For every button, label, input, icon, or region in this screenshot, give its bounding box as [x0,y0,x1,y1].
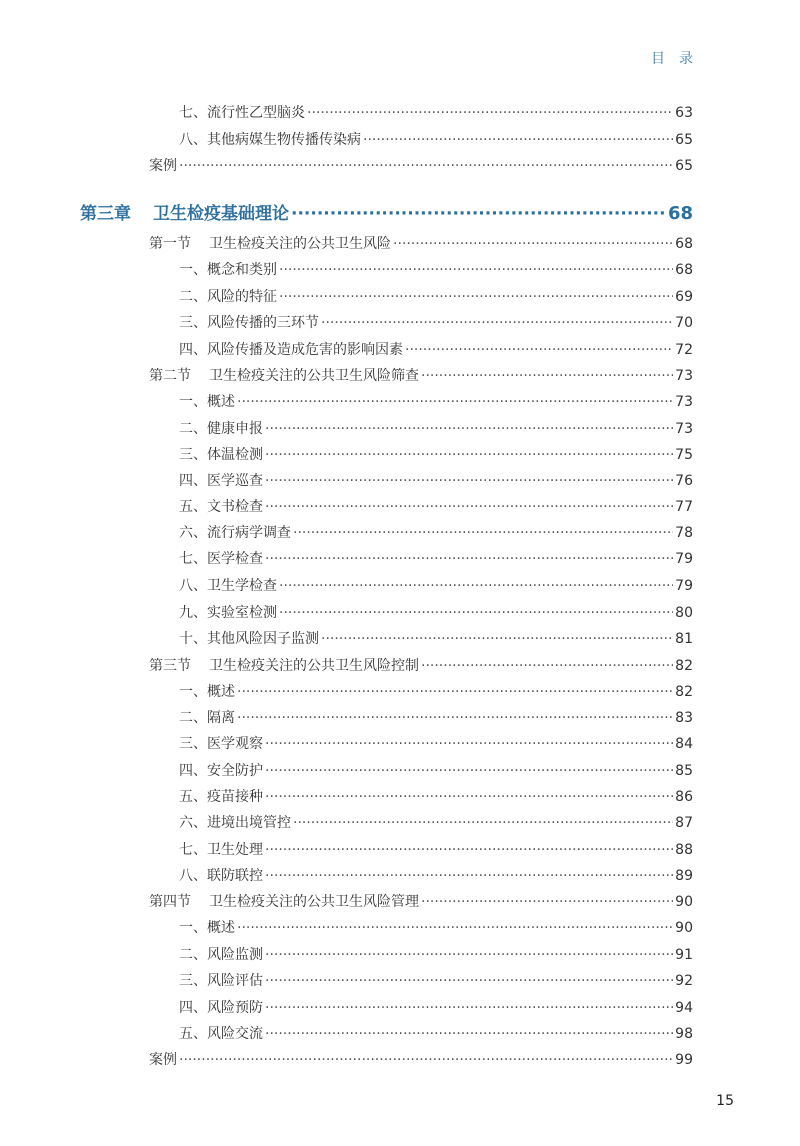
toc-title-text: 五、疫苗接种 [179,789,263,805]
toc-title-text: 三、风险评估 [179,973,263,989]
toc-number: 第三章 [80,204,131,224]
toc-title-text: 七、流行性乙型脑炎 [179,105,305,121]
toc-title-text: 八、其他病媒生物传播传染病 [179,132,361,148]
toc-page-number: 77 [675,499,693,515]
toc-title [179,576,277,596]
toc-item [179,708,693,728]
dot-leader [279,603,673,623]
toc-page-number: 79 [675,578,693,594]
toc-number: 第四节 [149,894,191,910]
toc-page-number: 78 [675,525,693,541]
toc-title-text: 二、健康申报 [179,421,263,437]
toc-title-text: 二、风险的特征 [179,289,277,305]
dot-leader [265,1024,673,1044]
toc-title-text: 六、流行病学调查 [179,525,291,541]
toc-page-number: 88 [675,842,693,858]
toc-title [179,682,235,702]
toc-title [179,392,235,412]
toc-page-number: 73 [675,368,693,384]
toc-case [149,156,693,176]
toc-item [179,392,693,412]
toc-title [179,445,263,465]
page-number: 15 [716,1093,734,1109]
toc-title [179,130,361,150]
toc-title-text: 三、体温检测 [179,447,263,463]
toc-title [179,471,263,491]
toc-item [179,682,693,702]
toc-chapter [80,204,693,224]
dot-leader [279,260,673,280]
toc-title [179,103,305,123]
toc-title [149,366,419,386]
toc-item [179,787,693,807]
toc-title-text: 八、卫生学检查 [179,578,277,594]
dot-leader [265,419,673,439]
toc-page-number: 90 [675,894,693,910]
toc-item [179,761,693,781]
toc-item [179,603,693,623]
toc-item [179,866,693,886]
toc-title-text: 一、概述 [179,920,235,936]
toc-item [179,840,693,860]
toc-page-number: 94 [675,1000,693,1016]
toc-title-text: 七、卫生处理 [179,842,263,858]
toc-page-number: 76 [675,473,693,489]
toc-page-number: 68 [667,203,693,224]
running-header: 目录 [651,51,707,67]
dot-leader [237,918,673,938]
toc-title [179,813,291,833]
dot-leader [265,840,673,860]
toc-title-text: 十、其他风险因子监测 [179,631,319,647]
toc-item [179,1024,693,1044]
dot-leader [265,734,673,754]
toc-item [179,918,693,938]
toc-item [179,523,693,543]
toc-item [179,734,693,754]
toc-case [149,1050,693,1070]
toc-title-text: 四、风险传播及造成危害的影响因素 [179,342,403,358]
toc-section [149,892,693,912]
toc-page-number: 81 [675,631,693,647]
toc-page-number: 65 [675,158,693,174]
toc-title [179,971,263,991]
dot-leader [291,204,666,224]
toc-title [149,156,177,176]
toc-title-text: 案例 [149,158,177,174]
toc-title-text: 卫生检疫基础理论 [153,204,289,224]
toc-page-number: 84 [675,736,693,752]
toc-title-text: 五、风险交流 [179,1026,263,1042]
dot-leader [421,366,673,386]
dot-leader [321,629,673,649]
dot-leader [265,945,673,965]
toc-item [179,576,693,596]
toc-page-number: 89 [675,868,693,884]
toc-section [149,656,693,676]
toc-title [149,656,419,676]
toc-title-text: 案例 [149,1052,177,1068]
toc-item [179,130,693,150]
toc-item [179,971,693,991]
dot-leader [237,708,673,728]
dot-leader [265,787,673,807]
toc-page-number: 70 [675,315,693,331]
toc-title-text: 二、风险监测 [179,947,263,963]
toc-title [179,708,235,728]
toc-title [179,945,263,965]
toc-item [179,260,693,280]
toc-page-number: 92 [675,973,693,989]
toc-number: 第三节 [149,658,191,674]
toc-item [179,340,693,360]
toc-page-number: 82 [675,658,693,674]
dot-leader [393,234,673,254]
toc-page-number: 79 [675,551,693,567]
dot-leader [421,656,673,676]
toc-page-number: 83 [675,710,693,726]
dot-leader [179,156,673,176]
toc-title [179,419,263,439]
toc-title [179,1024,263,1044]
toc-item [179,813,693,833]
toc-page-number: 68 [675,262,693,278]
dot-leader [279,287,673,307]
toc-title [179,549,263,569]
toc-title [80,204,289,224]
dot-leader [421,892,673,912]
toc-page-number: 85 [675,763,693,779]
dot-leader [237,682,673,702]
toc-item [179,103,693,123]
toc-item [179,998,693,1018]
toc-title-text: 四、医学巡查 [179,473,263,489]
toc-section [149,366,693,386]
toc-title-text: 七、医学检查 [179,551,263,567]
toc-item [179,445,693,465]
toc-title [179,260,277,280]
toc-title-text: 卫生检疫关注的公共卫生风险 [209,236,391,252]
toc-title-text: 三、医学观察 [179,736,263,752]
dot-leader [179,1050,673,1070]
toc-title-text: 一、概述 [179,684,235,700]
dot-leader [265,497,673,517]
toc-title [179,287,277,307]
toc-page-number: 98 [675,1026,693,1042]
toc-title-text: 卫生检疫关注的公共卫生风险管理 [209,894,419,910]
dot-leader [363,130,673,150]
toc-title [149,234,391,254]
toc-title [179,603,277,623]
toc-page-number: 73 [675,421,693,437]
dot-leader [293,813,673,833]
toc-title [149,1050,177,1070]
toc-title-text: 四、安全防护 [179,763,263,779]
toc-page-number: 65 [675,132,693,148]
dot-leader [265,761,673,781]
toc-title [179,840,263,860]
toc-page-number: 73 [675,394,693,410]
toc-item [179,945,693,965]
toc-item [179,287,693,307]
toc-page-number: 86 [675,789,693,805]
toc-title-text: 六、进境出境管控 [179,815,291,831]
toc-item [179,313,693,333]
toc-title-text: 九、实验室检测 [179,605,277,621]
toc-title-text: 一、概述 [179,394,235,410]
dot-leader [237,392,673,412]
toc-page-number: 82 [675,684,693,700]
toc-title [179,340,403,360]
dot-leader [265,971,673,991]
toc-title-text: 五、文书检查 [179,499,263,515]
toc-item [179,471,693,491]
toc-page-number: 90 [675,920,693,936]
dot-leader [321,313,673,333]
toc-title [179,313,319,333]
toc-section [149,234,693,254]
toc-item [179,629,693,649]
toc-title [179,497,263,517]
dot-leader [279,576,673,596]
toc-page-number: 99 [675,1052,693,1068]
toc-page-number: 63 [675,105,693,121]
dot-leader [265,445,673,465]
toc-page-number: 87 [675,815,693,831]
toc-page-number: 80 [675,605,693,621]
toc-title-text: 三、风险传播的三环节 [179,315,319,331]
toc-page-number: 75 [675,447,693,463]
toc-title [179,918,235,938]
dot-leader [265,471,673,491]
dot-leader [265,866,673,886]
toc-title-text: 四、风险预防 [179,1000,263,1016]
toc-item [179,549,693,569]
dot-leader [405,340,673,360]
dot-leader [307,103,673,123]
toc-item [179,497,693,517]
toc-number: 第二节 [149,368,191,384]
toc-title-text: 卫生检疫关注的公共卫生风险筛查 [209,368,419,384]
toc-page-number: 91 [675,947,693,963]
toc-page-number: 69 [675,289,693,305]
toc-page-number: 72 [675,342,693,358]
toc-title [179,787,263,807]
toc-title [179,523,291,543]
dot-leader [265,998,673,1018]
dot-leader [293,523,673,543]
toc-title [179,866,263,886]
dot-leader [265,549,673,569]
toc-title [179,629,319,649]
toc-item [179,419,693,439]
toc-title [179,761,263,781]
toc-number: 第一节 [149,236,191,252]
toc-title [179,998,263,1018]
toc-title [179,734,263,754]
toc-title-text: 卫生检疫关注的公共卫生风险控制 [209,658,419,674]
toc-title-text: 一、概念和类别 [179,262,277,278]
toc-page-number: 68 [675,236,693,252]
toc-title-text: 二、隔离 [179,710,235,726]
toc-title [149,892,419,912]
toc-title-text: 八、联防联控 [179,868,263,884]
